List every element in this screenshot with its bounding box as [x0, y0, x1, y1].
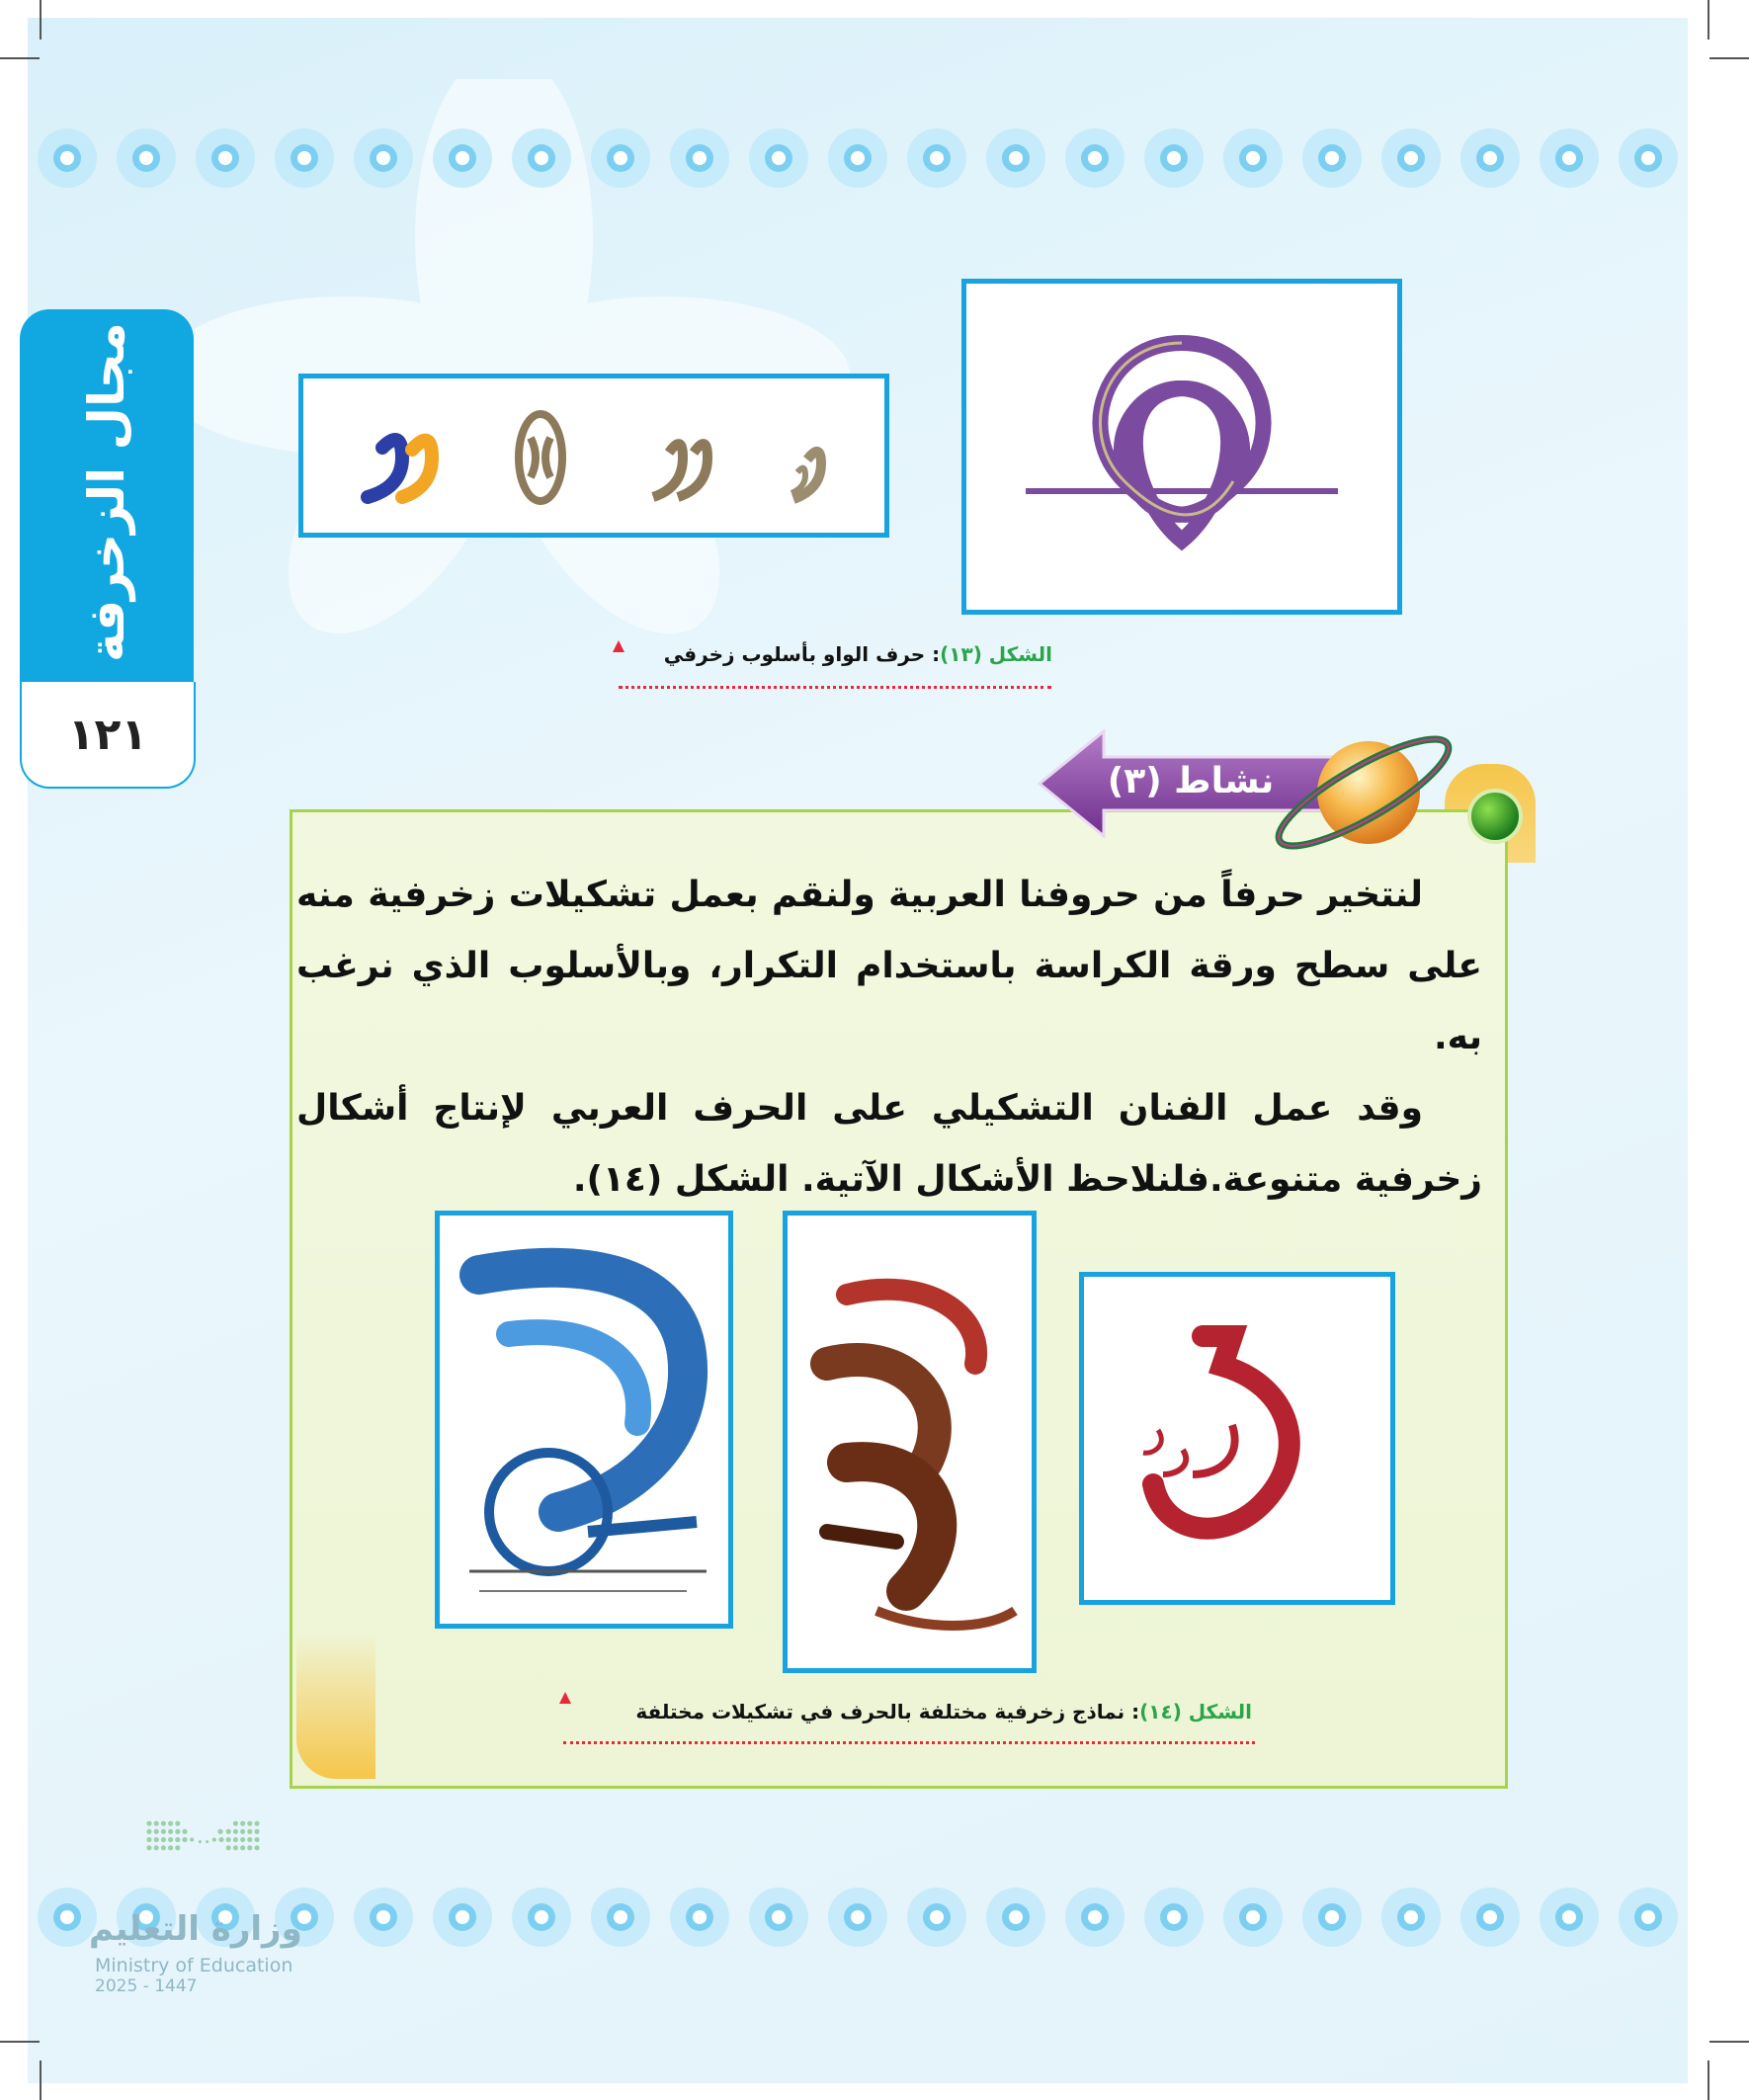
- planet-icon: [1265, 721, 1462, 860]
- crop-mark: [1709, 2041, 1749, 2043]
- red-calligraphy-image: [1084, 1277, 1390, 1600]
- figure14-brown-calligraphy-frame: [783, 1211, 1037, 1673]
- top-flower-border: [28, 109, 1688, 227]
- caption-arrow-icon: [613, 640, 625, 652]
- crop-mark: [40, 0, 42, 40]
- activity-badge-label: نشاط (٣): [1107, 761, 1275, 801]
- activity-paragraph-2: وقد عمل الفنان التشكيلي على الحرف العربي لإنتاج أشكال زخرفية متنوعة.فلنلاحظ الأشكال الآتية. الشكل (١٤).: [296, 1088, 1482, 1200]
- figure14-red-calligraphy-frame: [1079, 1272, 1395, 1605]
- crop-mark: [1709, 57, 1749, 59]
- figure13-knot-frame: [961, 279, 1402, 615]
- page-number: ١٢١: [20, 682, 196, 789]
- figure14-caption-underline: [563, 1741, 1255, 1744]
- edition-year: 2025 - 1447: [95, 1976, 198, 1996]
- ministry-name-english: Ministry of Education: [95, 1955, 293, 1976]
- figure14-caption-label: الشكل (١٤): [1139, 1700, 1252, 1723]
- caption-arrow-icon: [559, 1692, 571, 1704]
- waw-letter-variations-image: [303, 378, 884, 533]
- crop-mark: [0, 2041, 40, 2043]
- figure14-caption: [560, 1700, 1252, 1723]
- waw-knot-image: [966, 284, 1397, 610]
- figure13-caption-underline: [619, 686, 1051, 689]
- brown-calligraphy-image: [788, 1216, 1032, 1668]
- activity-text: [296, 860, 1482, 1216]
- activity-corner-decoration: [296, 1631, 375, 1779]
- green-bullet-icon: [1467, 789, 1523, 844]
- crop-mark: [1707, 2060, 1709, 2100]
- ministry-logo-dots: [89, 1818, 316, 1907]
- blue-calligraphy-image: [440, 1216, 728, 1624]
- figure13-waw-variations-frame: [298, 374, 889, 538]
- figure14-blue-calligraphy-frame: [435, 1211, 733, 1629]
- figure13-caption-label: الشكل (١٣): [940, 642, 1052, 666]
- activity-paragraph-1: لنتخير حرفاً من حروفنا العربية ولنقم بعمل تشكيلات زخرفية منه على سطح ورقة الكراسة باستخدام التكرار، وبالأسلوب الذي نرغب به.: [296, 875, 1482, 1057]
- side-tab-title: مجال الزخرفة: [78, 322, 135, 662]
- figure14-caption-text: : نماذج زخرفية مختلفة بالحرف في تشكيلات مختلفة: [635, 1700, 1140, 1723]
- figure13-caption-text: : حرف الواو بأسلوب زخرفي: [663, 642, 941, 666]
- crop-mark: [0, 57, 40, 59]
- crop-mark: [1707, 0, 1709, 40]
- ministry-name-arabic: وزارة التعليم: [89, 1909, 302, 1949]
- crop-mark: [40, 2060, 42, 2100]
- figure13-caption: [618, 642, 1052, 666]
- flower-row-top: [28, 109, 1688, 227]
